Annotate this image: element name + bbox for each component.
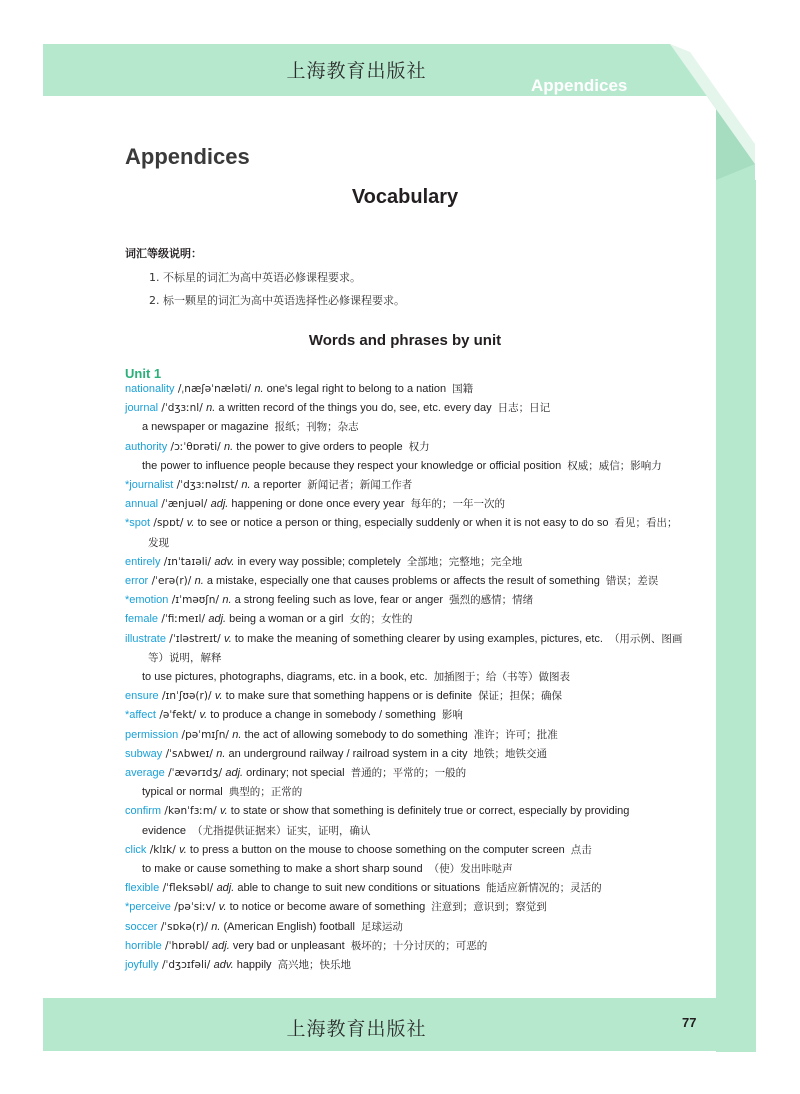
- unit-title: Unit 1: [125, 366, 162, 381]
- part-of-speech: n.: [211, 920, 221, 933]
- phonetic: /ˈdʒɔɪfəli/: [158, 959, 214, 972]
- part-of-speech: adj.: [210, 498, 229, 511]
- section-heading: Words and phrases by unit: [308, 332, 502, 349]
- chinese-meaning: 普通的；平常的；一般的: [350, 767, 467, 780]
- vocab-line: [125, 860, 695, 879]
- vocab-line: [125, 553, 695, 572]
- headword: average: [125, 767, 165, 780]
- part-of-speech: v.: [219, 805, 228, 818]
- headword: subway: [125, 747, 163, 760]
- vocab-line: [125, 610, 695, 629]
- chinese-meaning: 高兴地；快乐地: [277, 959, 352, 972]
- definition: the power to give orders to people: [233, 440, 403, 453]
- chinese-meaning: 权威；威信；影响力: [567, 459, 662, 472]
- chinese-meaning: 准许；许可；批准: [473, 728, 558, 741]
- definition: to state or show that something is definitely true or correct, especially by providing: [227, 805, 630, 818]
- vocab-line: [125, 495, 695, 514]
- headword: illustrate: [125, 632, 166, 645]
- definition: one's legal right to belong to a nation: [263, 383, 447, 395]
- definition: typical or normal: [142, 786, 223, 799]
- definition: to make or cause something to make a short sharp sound: [142, 863, 423, 876]
- chinese-meaning: 发现: [148, 536, 169, 549]
- definition: to make the meaning of something clearer by using examples, pictures, etc.: [231, 632, 603, 645]
- definition: a mistake, especially one that causes problems or affects the result of something: [203, 575, 600, 588]
- phonetic: /ˈdʒɜːnl/: [158, 402, 207, 415]
- headword: click: [125, 843, 147, 856]
- footer-publisher: 上海教育出版社: [286, 1018, 427, 1040]
- definition: to see or notice a person or thing, especially suddenly or when it is not easy to do so: [194, 517, 609, 530]
- chinese-meaning: 权力: [408, 440, 430, 453]
- chinese-meaning: （用示例、图画: [608, 632, 683, 645]
- vocab-line: [125, 457, 695, 476]
- part-of-speech: v.: [224, 632, 232, 645]
- phonetic: /spɒt/: [150, 517, 187, 530]
- definition: evidence: [142, 824, 187, 837]
- headword: nationality: [125, 383, 175, 395]
- footer-band: [43, 998, 756, 1051]
- part-of-speech: n.: [254, 383, 264, 395]
- chinese-meaning: 影响: [441, 709, 463, 722]
- vocab-line: [125, 956, 695, 975]
- chinese-meaning: 报纸；刊物；杂志: [274, 421, 359, 434]
- part-of-speech: n.: [194, 575, 204, 588]
- definition: to notice or become aware of something: [226, 901, 426, 914]
- vocab-line: [125, 841, 695, 860]
- phonetic: /ˈfleksəbl/: [159, 882, 217, 895]
- phonetic: /ˈerə(r)/: [148, 575, 195, 588]
- vocab-line: [125, 898, 695, 917]
- page-subtitle: Vocabulary: [351, 186, 459, 208]
- chinese-meaning: 点击: [570, 843, 592, 856]
- phonetic: /ˈhɒrəbl/: [161, 939, 213, 952]
- chinese-meaning: 等）说明，解释: [148, 651, 222, 664]
- headword: joyfully: [125, 959, 159, 972]
- headword: permission: [125, 728, 179, 741]
- definition: (American English) football: [220, 920, 355, 933]
- vocab-line: [125, 726, 695, 745]
- header-publisher: 上海教育出版社: [286, 60, 427, 82]
- phonetic: /ɪnˈʃʊə(r)/: [158, 690, 215, 703]
- part-of-speech: n.: [216, 747, 226, 760]
- phonetic: /ˈænjuəl/: [158, 498, 211, 511]
- vocab-line: [125, 399, 695, 418]
- part-of-speech: v.: [179, 843, 187, 856]
- vocab-line: [125, 649, 695, 668]
- part-of-speech: adv.: [213, 959, 234, 972]
- phonetic: /ˈsɒkə(r)/: [157, 920, 212, 933]
- part-of-speech: adv.: [214, 555, 235, 568]
- part-of-speech: v.: [214, 690, 223, 703]
- definition: able to change to suit new conditions or situations: [234, 882, 481, 895]
- section-tab-label: Appendices: [531, 76, 628, 95]
- vocab-line: [125, 764, 695, 783]
- vocab-line: [125, 822, 695, 841]
- vocab-line: [125, 591, 695, 610]
- part-of-speech: n.: [206, 402, 216, 415]
- chinese-meaning: 看见；看出；: [614, 517, 678, 530]
- definition: a strong feeling such as love, fear or anger: [231, 594, 444, 607]
- page-title: Appendices: [125, 144, 250, 169]
- vocab-line: [125, 438, 695, 457]
- headword: error: [125, 575, 149, 588]
- vocab-line: [125, 802, 695, 821]
- part-of-speech: adj.: [225, 767, 244, 780]
- phonetic: /kənˈfɜːm/: [161, 805, 220, 818]
- levels-list: [149, 266, 405, 312]
- headword: *spot: [125, 517, 151, 530]
- definition: to produce a change in somebody / something: [207, 709, 436, 722]
- folded-corner-tab: [530, 44, 755, 194]
- chinese-meaning: 加插图于；给（书等）做图表: [433, 671, 571, 684]
- chinese-meaning: 新闻记者；新闻工作者: [307, 479, 413, 492]
- definition: being a woman or a girl: [226, 613, 344, 626]
- chinese-meaning: 每年的；一年一次的: [410, 498, 505, 511]
- phonetic: /ˈfiːmeɪl/: [158, 613, 209, 626]
- part-of-speech: n.: [241, 479, 251, 492]
- chinese-meaning: 日志；日记: [497, 402, 551, 415]
- definition: happening or done once every year: [228, 498, 405, 511]
- chinese-meaning: （使）发出咔哒声: [428, 863, 513, 876]
- part-of-speech: n.: [232, 728, 242, 741]
- phonetic: /ˈævərɪdʒ/: [164, 767, 226, 780]
- part-of-speech: n.: [224, 440, 234, 453]
- phonetic: /ɪnˈtaɪəli/: [160, 555, 215, 568]
- phonetic: /pəˈmɪʃn/: [178, 728, 233, 741]
- headword: entirely: [125, 555, 161, 568]
- levels-item: 1. 不标星的词汇为高中英语必修课程要求。: [149, 271, 361, 284]
- chinese-meaning: 全部地；完整地；完全地: [406, 555, 523, 568]
- phonetic: /ˈɪləstreɪt/: [165, 632, 225, 645]
- side-band: [716, 180, 756, 1052]
- headword: horrible: [125, 939, 162, 952]
- headword: flexible: [125, 882, 160, 895]
- vocab-line: [125, 514, 695, 533]
- vocabulary-list: [125, 380, 695, 975]
- chinese-meaning: 能适应新情况的；灵活的: [486, 882, 602, 895]
- vocab-line: [125, 418, 695, 437]
- chinese-meaning: 注意到；意识到；察觉到: [431, 901, 547, 914]
- chinese-meaning: 地铁；地铁交通: [473, 747, 548, 760]
- chinese-meaning: 极坏的；十分讨厌的；可恶的: [350, 939, 488, 952]
- headword: ensure: [125, 690, 159, 703]
- definition: to use pictures, photographs, diagrams, etc. in a book, etc.: [142, 671, 428, 684]
- definition: a reporter: [250, 479, 302, 492]
- vocab-line: [125, 630, 695, 649]
- chinese-meaning: 错误；差误: [605, 575, 659, 588]
- levels-item: 2. 标一颗星的词汇为高中英语选择性必修课程要求。: [149, 294, 405, 307]
- definition: happily: [233, 959, 272, 972]
- headword: soccer: [125, 920, 158, 933]
- headword: annual: [125, 498, 159, 511]
- chinese-meaning: （尤指提供证据来）证实，证明，确认: [192, 824, 371, 837]
- chinese-meaning: 保证；担保；确保: [478, 690, 563, 703]
- vocab-line: [125, 668, 695, 687]
- levels-title: 词汇等级说明：: [125, 247, 202, 260]
- phonetic: /ˈdʒɜːnəlɪst/: [173, 479, 242, 492]
- phonetic: /ɪˈməʊʃn/: [168, 594, 223, 607]
- headword: *emotion: [125, 594, 169, 607]
- vocab-line: [125, 783, 695, 802]
- vocab-line: [125, 572, 695, 591]
- headword: authority: [125, 440, 168, 453]
- chinese-meaning: 国籍: [452, 383, 474, 395]
- definition: the act of allowing somebody to do something: [241, 728, 468, 741]
- headword: journal: [125, 402, 159, 415]
- vocab-line: [125, 687, 695, 706]
- phonetic: /klɪk/: [146, 843, 180, 856]
- chinese-meaning: 强烈的感情；情绪: [449, 594, 534, 607]
- definition: ordinary; not special: [243, 767, 345, 780]
- headword: female: [125, 613, 159, 626]
- part-of-speech: adj.: [216, 882, 235, 895]
- vocab-line: [125, 745, 695, 764]
- vocab-line: [125, 476, 695, 495]
- phonetic: /ˈsʌbweɪ/: [162, 747, 217, 760]
- headword: confirm: [125, 805, 162, 818]
- definition: to make sure that something happens or is definite: [222, 690, 473, 703]
- definition: a newspaper or magazine: [142, 421, 269, 434]
- definition: an underground railway / railroad system in a city: [225, 747, 468, 760]
- part-of-speech: n.: [222, 594, 232, 607]
- definition: very bad or unpleasant: [229, 939, 345, 952]
- definition: the power to influence people because they respect your knowledge or official position: [142, 459, 562, 472]
- vocab-line: [125, 534, 695, 553]
- part-of-speech: v.: [199, 709, 208, 722]
- definition: to press a button on the mouse to choose something on the computer screen: [186, 843, 565, 856]
- definition: in every way possible; completely: [234, 555, 401, 568]
- part-of-speech: adj.: [208, 613, 227, 626]
- phonetic: /ˌnæʃəˈnæləti/: [174, 383, 255, 395]
- phonetic: /ɔːˈθɒrəti/: [167, 440, 225, 453]
- headword: *perceive: [125, 901, 171, 914]
- page-number: 77: [682, 1015, 697, 1030]
- chinese-meaning: 典型的；正常的: [228, 786, 303, 799]
- chinese-meaning: 足球运动: [360, 920, 403, 933]
- part-of-speech: adj.: [212, 939, 230, 952]
- vocab-line: [125, 879, 695, 898]
- vocab-line: [125, 380, 695, 399]
- phonetic: /əˈfekt/: [156, 709, 200, 722]
- part-of-speech: v.: [218, 901, 227, 914]
- definition: a written record of the things you do, see, etc. every day: [215, 402, 492, 415]
- phonetic: /pəˈsiːv/: [170, 901, 219, 914]
- vocab-line: [125, 937, 695, 956]
- headword: *affect: [125, 709, 156, 722]
- vocab-line: [125, 918, 695, 937]
- headword: *journalist: [125, 479, 174, 492]
- chinese-meaning: 女的；女性的: [349, 613, 413, 626]
- vocab-line: [125, 706, 695, 725]
- part-of-speech: v.: [186, 517, 195, 530]
